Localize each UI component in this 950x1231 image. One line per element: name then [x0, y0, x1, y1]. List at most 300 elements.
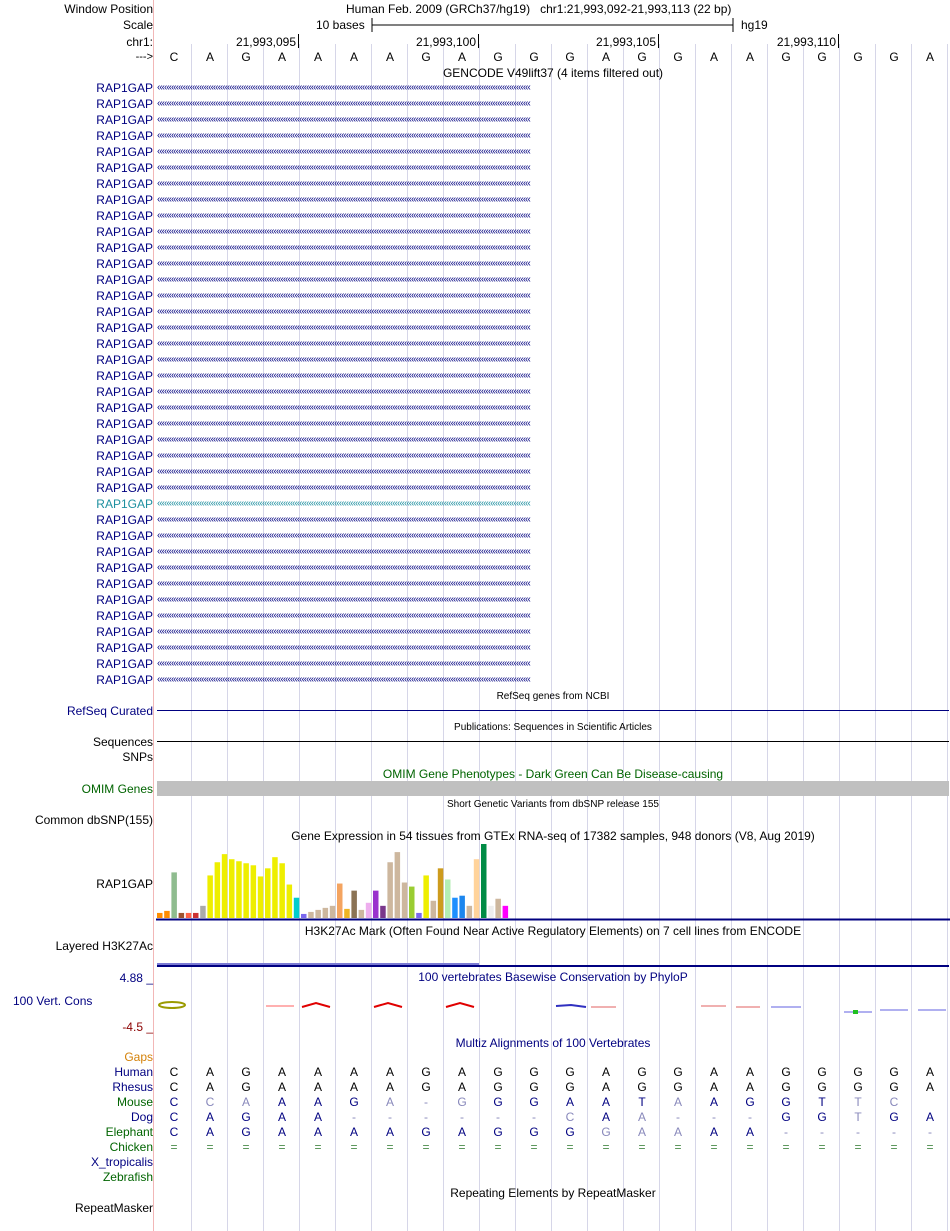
reference-base: C	[169, 50, 179, 64]
gencode-transcript[interactable]: ‹‹‹‹‹‹‹‹‹‹‹‹‹‹‹‹‹‹‹‹‹‹‹‹‹‹‹‹‹‹‹‹‹‹‹‹‹‹‹‹‹‹‹‹‹‹‹‹‹‹‹‹‹‹‹‹‹‹‹‹‹‹‹‹‹‹‹‹‹‹‹‹‹‹‹‹‹‹‹‹‹‹‹‹‹‹‹‹‹‹‹‹‹‹‹‹‹‹‹‹‹‹‹‹‹‹‹‹‹‹‹‹‹‹‹‹‹‹‹‹‹‹‹‹‹‹‹‹‹‹‹‹‹‹‹‹‹‹‹‹‹‹‹‹‹‹‹‹‹‹‹‹‹‹‹‹‹‹‹‹	[157, 626, 530, 637]
gencode-transcript[interactable]: ‹‹‹‹‹‹‹‹‹‹‹‹‹‹‹‹‹‹‹‹‹‹‹‹‹‹‹‹‹‹‹‹‹‹‹‹‹‹‹‹‹‹‹‹‹‹‹‹‹‹‹‹‹‹‹‹‹‹‹‹‹‹‹‹‹‹‹‹‹‹‹‹‹‹‹‹‹‹‹‹‹‹‹‹‹‹‹‹‹‹‹‹‹‹‹‹‹‹‹‹‹‹‹‹‹‹‹‹‹‹‹‹‹‹‹‹‹‹‹‹‹‹‹‹‹‹‹‹‹‹‹‹‹‹‹‹‹‹‹‹‹‹‹‹‹‹‹‹‹‹‹‹‹‹‹‹‹‹‹‹	[157, 546, 530, 557]
sequences-label[interactable]: Sequences	[92, 735, 153, 749]
gencode-transcript[interactable]: ‹‹‹‹‹‹‹‹‹‹‹‹‹‹‹‹‹‹‹‹‹‹‹‹‹‹‹‹‹‹‹‹‹‹‹‹‹‹‹‹‹‹‹‹‹‹‹‹‹‹‹‹‹‹‹‹‹‹‹‹‹‹‹‹‹‹‹‹‹‹‹‹‹‹‹‹‹‹‹‹‹‹‹‹‹‹‹‹‹‹‹‹‹‹‹‹‹‹‹‹‹‹‹‹‹‹‹‹‹‹‹‹‹‹‹‹‹‹‹‹‹‹‹‹‹‹‹‹‹‹‹‹‹‹‹‹‹‹‹‹‹‹‹‹‹‹‹‹‹‹‹‹‹‹‹‹‹‹‹‹	[157, 402, 530, 413]
gencode-transcript[interactable]: ‹‹‹‹‹‹‹‹‹‹‹‹‹‹‹‹‹‹‹‹‹‹‹‹‹‹‹‹‹‹‹‹‹‹‹‹‹‹‹‹‹‹‹‹‹‹‹‹‹‹‹‹‹‹‹‹‹‹‹‹‹‹‹‹‹‹‹‹‹‹‹‹‹‹‹‹‹‹‹‹‹‹‹‹‹‹‹‹‹‹‹‹‹‹‹‹‹‹‹‹‹‹‹‹‹‹‹‹‹‹‹‹‹‹‹‹‹‹‹‹‹‹‹‹‹‹‹‹‹‹‹‹‹‹‹‹‹‹‹‹‹‹‹‹‹‹‹‹‹‹‹‹‹‹‹‹‹‹‹‹	[157, 338, 530, 349]
reference-base: A	[745, 50, 754, 64]
aligned-base: =	[566, 1140, 574, 1154]
phylop-title: 100 vertebrates Basewise Conservation by PhyloP	[418, 970, 688, 984]
scale-label: Scale	[122, 18, 153, 32]
aligned-base: A	[709, 1095, 718, 1109]
refseq-label[interactable]: RefSeq Curated	[66, 704, 153, 718]
aligned-base: A	[709, 1080, 718, 1094]
gtex-tissue-bar[interactable]	[330, 906, 336, 918]
aligned-base: A	[709, 1125, 718, 1139]
gencode-transcript[interactable]: ‹‹‹‹‹‹‹‹‹‹‹‹‹‹‹‹‹‹‹‹‹‹‹‹‹‹‹‹‹‹‹‹‹‹‹‹‹‹‹‹‹‹‹‹‹‹‹‹‹‹‹‹‹‹‹‹‹‹‹‹‹‹‹‹‹‹‹‹‹‹‹‹‹‹‹‹‹‹‹‹‹‹‹‹‹‹‹‹‹‹‹‹‹‹‹‹‹‹‹‹‹‹‹‹‹‹‹‹‹‹‹‹‹‹‹‹‹‹‹‹‹‹‹‹‹‹‹‹‹‹‹‹‹‹‹‹‹‹‹‹‹‹‹‹‹‹‹‹‹‹‹‹‹‹‹‹‹‹‹‹	[157, 114, 530, 125]
gtex-tissue-bar[interactable]	[222, 854, 228, 918]
aligned-base: G	[889, 1110, 899, 1124]
gencode-gene-label[interactable]: RAP1GAP	[96, 401, 153, 415]
gencode-transcript[interactable]: ‹‹‹‹‹‹‹‹‹‹‹‹‹‹‹‹‹‹‹‹‹‹‹‹‹‹‹‹‹‹‹‹‹‹‹‹‹‹‹‹‹‹‹‹‹‹‹‹‹‹‹‹‹‹‹‹‹‹‹‹‹‹‹‹‹‹‹‹‹‹‹‹‹‹‹‹‹‹‹‹‹‹‹‹‹‹‹‹‹‹‹‹‹‹‹‹‹‹‹‹‹‹‹‹‹‹‹‹‹‹‹‹‹‹‹‹‹‹‹‹‹‹‹‹‹‹‹‹‹‹‹‹‹‹‹‹‹‹‹‹‹‹‹‹‹‹‹‹‹‹‹‹‹‹‹‹‹‹‹‹	[157, 418, 530, 429]
gencode-gene-label[interactable]: RAP1GAP	[96, 545, 153, 559]
aligned-base: G	[493, 1065, 503, 1079]
aligned-base: A	[313, 1110, 322, 1124]
gencode-transcript[interactable]: ‹‹‹‹‹‹‹‹‹‹‹‹‹‹‹‹‹‹‹‹‹‹‹‹‹‹‹‹‹‹‹‹‹‹‹‹‹‹‹‹‹‹‹‹‹‹‹‹‹‹‹‹‹‹‹‹‹‹‹‹‹‹‹‹‹‹‹‹‹‹‹‹‹‹‹‹‹‹‹‹‹‹‹‹‹‹‹‹‹‹‹‹‹‹‹‹‹‹‹‹‹‹‹‹‹‹‹‹‹‹‹‹‹‹‹‹‹‹‹‹‹‹‹‹‹‹‹‹‹‹‹‹‹‹‹‹‹‹‹‹‹‹‹‹‹‹‹‹‹‹‹‹‹‹‹‹‹‹‹‹	[157, 194, 530, 205]
gencode-gene-label[interactable]: RAP1GAP	[96, 529, 153, 543]
gencode-transcript[interactable]: ‹‹‹‹‹‹‹‹‹‹‹‹‹‹‹‹‹‹‹‹‹‹‹‹‹‹‹‹‹‹‹‹‹‹‹‹‹‹‹‹‹‹‹‹‹‹‹‹‹‹‹‹‹‹‹‹‹‹‹‹‹‹‹‹‹‹‹‹‹‹‹‹‹‹‹‹‹‹‹‹‹‹‹‹‹‹‹‹‹‹‹‹‹‹‹‹‹‹‹‹‹‹‹‹‹‹‹‹‹‹‹‹‹‹‹‹‹‹‹‹‹‹‹‹‹‹‹‹‹‹‹‹‹‹‹‹‹‹‹‹‹‹‹‹‹‹‹‹‹‹‹‹‹‹‹‹‹‹‹‹	[157, 274, 530, 285]
aligned-base: -	[424, 1110, 428, 1124]
aligned-base: =	[494, 1140, 502, 1154]
ruler-tick	[838, 34, 839, 48]
gtex-tissue-bar[interactable]	[294, 898, 300, 918]
aligned-base: G	[565, 1080, 575, 1094]
gtex-tissue-bar[interactable]	[409, 887, 415, 918]
gencode-title: GENCODE V49lift37 (4 items filtered out)	[442, 66, 664, 80]
aligned-base: G	[529, 1125, 539, 1139]
gtex-tissue-bar[interactable]	[179, 913, 185, 918]
repeat-label[interactable]: RepeatMasker	[74, 1201, 153, 1215]
reference-base: A	[601, 50, 610, 64]
aligned-base: G	[565, 1125, 575, 1139]
aligned-base: A	[277, 1065, 286, 1079]
aligned-base: A	[745, 1125, 754, 1139]
aligned-base: A	[241, 1095, 250, 1109]
species-label[interactable]: Rhesus	[112, 1080, 153, 1094]
pubs-title: Publications: Sequences in Scientific Articles	[454, 722, 652, 733]
ruler-tick-label: 21,993,110	[776, 35, 836, 49]
gencode-gene-label[interactable]: RAP1GAP	[96, 145, 153, 159]
aligned-base: G	[889, 1065, 899, 1079]
aligned-base: =	[746, 1140, 754, 1154]
aligned-base: G	[421, 1125, 431, 1139]
phylop-plot[interactable]	[156, 998, 950, 1018]
gtex-tissue-bar[interactable]	[387, 862, 393, 918]
gtex-tissue-bar[interactable]	[236, 861, 242, 918]
aligned-base: A	[925, 1080, 934, 1094]
aligned-base: -	[784, 1125, 788, 1139]
gencode-gene-label[interactable]: RAP1GAP	[96, 321, 153, 335]
aligned-base: C	[205, 1095, 215, 1109]
gtex-tissue-bar[interactable]	[503, 906, 509, 918]
omim-title: OMIM Gene Phenotypes - Dark Green Can Be Disease-causing	[382, 767, 724, 781]
reference-base: G	[421, 50, 431, 64]
aligned-base: A	[601, 1095, 610, 1109]
aligned-base: G	[817, 1065, 827, 1079]
reference-base: A	[925, 50, 934, 64]
gencode-transcript[interactable]: ‹‹‹‹‹‹‹‹‹‹‹‹‹‹‹‹‹‹‹‹‹‹‹‹‹‹‹‹‹‹‹‹‹‹‹‹‹‹‹‹‹‹‹‹‹‹‹‹‹‹‹‹‹‹‹‹‹‹‹‹‹‹‹‹‹‹‹‹‹‹‹‹‹‹‹‹‹‹‹‹‹‹‹‹‹‹‹‹‹‹‹‹‹‹‹‹‹‹‹‹‹‹‹‹‹‹‹‹‹‹‹‹‹‹‹‹‹‹‹‹‹‹‹‹‹‹‹‹‹‹‹‹‹‹‹‹‹‹‹‹‹‹‹‹‹‹‹‹‹‹‹‹‹‹‹‹‹‹‹‹	[157, 306, 530, 317]
aligned-base: T	[638, 1095, 646, 1109]
aligned-base: T	[854, 1095, 862, 1109]
gencode-gene-label[interactable]: RAP1GAP	[96, 561, 153, 575]
reference-base: A	[385, 50, 394, 64]
gtex-tissue-bar[interactable]	[445, 879, 451, 918]
aligned-base: G	[241, 1065, 251, 1079]
aligned-base: A	[601, 1065, 610, 1079]
gencode-transcript[interactable]: ‹‹‹‹‹‹‹‹‹‹‹‹‹‹‹‹‹‹‹‹‹‹‹‹‹‹‹‹‹‹‹‹‹‹‹‹‹‹‹‹‹‹‹‹‹‹‹‹‹‹‹‹‹‹‹‹‹‹‹‹‹‹‹‹‹‹‹‹‹‹‹‹‹‹‹‹‹‹‹‹‹‹‹‹‹‹‹‹‹‹‹‹‹‹‹‹‹‹‹‹‹‹‹‹‹‹‹‹‹‹‹‹‹‹‹‹‹‹‹‹‹‹‹‹‹‹‹‹‹‹‹‹‹‹‹‹‹‹‹‹‹‹‹‹‹‹‹‹‹‹‹‹‹‹‹‹‹‹‹‹	[157, 82, 530, 93]
species-label[interactable]: Human	[114, 1065, 153, 1079]
gtex-tissue-bar[interactable]	[215, 862, 221, 918]
aligned-base: =	[854, 1140, 862, 1154]
reference-base: G	[637, 50, 647, 64]
reference-base: G	[241, 50, 251, 64]
aligned-base: -	[388, 1110, 392, 1124]
aligned-base: A	[457, 1080, 466, 1094]
aligned-base: A	[205, 1110, 214, 1124]
gtex-tissue-bar[interactable]	[229, 859, 235, 918]
gencode-transcript[interactable]: ‹‹‹‹‹‹‹‹‹‹‹‹‹‹‹‹‹‹‹‹‹‹‹‹‹‹‹‹‹‹‹‹‹‹‹‹‹‹‹‹‹‹‹‹‹‹‹‹‹‹‹‹‹‹‹‹‹‹‹‹‹‹‹‹‹‹‹‹‹‹‹‹‹‹‹‹‹‹‹‹‹‹‹‹‹‹‹‹‹‹‹‹‹‹‹‹‹‹‹‹‹‹‹‹‹‹‹‹‹‹‹‹‹‹‹‹‹‹‹‹‹‹‹‹‹‹‹‹‹‹‹‹‹‹‹‹‹‹‹‹‹‹‹‹‹‹‹‹‹‹‹‹‹‹‹‹‹‹‹‹	[157, 674, 530, 685]
aligned-base: =	[818, 1140, 826, 1154]
gencode-transcript[interactable]: ‹‹‹‹‹‹‹‹‹‹‹‹‹‹‹‹‹‹‹‹‹‹‹‹‹‹‹‹‹‹‹‹‹‹‹‹‹‹‹‹‹‹‹‹‹‹‹‹‹‹‹‹‹‹‹‹‹‹‹‹‹‹‹‹‹‹‹‹‹‹‹‹‹‹‹‹‹‹‹‹‹‹‹‹‹‹‹‹‹‹‹‹‹‹‹‹‹‹‹‹‹‹‹‹‹‹‹‹‹‹‹‹‹‹‹‹‹‹‹‹‹‹‹‹‹‹‹‹‹‹‹‹‹‹‹‹‹‹‹‹‹‹‹‹‹‹‹‹‹‹‹‹‹‹‹‹‹‹‹‹	[157, 370, 530, 381]
ruler-tick-label: 21,993,095	[235, 35, 296, 49]
gtex-tissue-bar[interactable]	[373, 891, 379, 918]
aligned-base: G	[493, 1080, 503, 1094]
gencode-transcript[interactable]: ‹‹‹‹‹‹‹‹‹‹‹‹‹‹‹‹‹‹‹‹‹‹‹‹‹‹‹‹‹‹‹‹‹‹‹‹‹‹‹‹‹‹‹‹‹‹‹‹‹‹‹‹‹‹‹‹‹‹‹‹‹‹‹‹‹‹‹‹‹‹‹‹‹‹‹‹‹‹‹‹‹‹‹‹‹‹‹‹‹‹‹‹‹‹‹‹‹‹‹‹‹‹‹‹‹‹‹‹‹‹‹‹‹‹‹‹‹‹‹‹‹‹‹‹‹‹‹‹‹‹‹‹‹‹‹‹‹‹‹‹‹‹‹‹‹‹‹‹‹‹‹‹‹‹‹‹‹‹‹‹	[157, 178, 530, 189]
snps-label[interactable]: SNPs	[122, 750, 153, 764]
aligned-base: G	[637, 1065, 647, 1079]
strand-label: --->	[135, 51, 153, 63]
gtex-tissue-bar[interactable]	[279, 863, 285, 918]
aligned-base: G	[529, 1095, 539, 1109]
gtex-tissue-bar[interactable]	[344, 909, 350, 918]
gencode-transcript[interactable]: ‹‹‹‹‹‹‹‹‹‹‹‹‹‹‹‹‹‹‹‹‹‹‹‹‹‹‹‹‹‹‹‹‹‹‹‹‹‹‹‹‹‹‹‹‹‹‹‹‹‹‹‹‹‹‹‹‹‹‹‹‹‹‹‹‹‹‹‹‹‹‹‹‹‹‹‹‹‹‹‹‹‹‹‹‹‹‹‹‹‹‹‹‹‹‹‹‹‹‹‹‹‹‹‹‹‹‹‹‹‹‹‹‹‹‹‹‹‹‹‹‹‹‹‹‹‹‹‹‹‹‹‹‹‹‹‹‹‹‹‹‹‹‹‹‹‹‹‹‹‹‹‹‹‹‹‹‹‹‹‹	[157, 130, 530, 141]
scale-bar	[371, 16, 735, 34]
gaps-label[interactable]: Gaps	[124, 1050, 153, 1064]
refseq-title: RefSeq genes from NCBI	[496, 691, 610, 702]
gencode-transcript[interactable]: ‹‹‹‹‹‹‹‹‹‹‹‹‹‹‹‹‹‹‹‹‹‹‹‹‹‹‹‹‹‹‹‹‹‹‹‹‹‹‹‹‹‹‹‹‹‹‹‹‹‹‹‹‹‹‹‹‹‹‹‹‹‹‹‹‹‹‹‹‹‹‹‹‹‹‹‹‹‹‹‹‹‹‹‹‹‹‹‹‹‹‹‹‹‹‹‹‹‹‹‹‹‹‹‹‹‹‹‹‹‹‹‹‹‹‹‹‹‹‹‹‹‹‹‹‹‹‹‹‹‹‹‹‹‹‹‹‹‹‹‹‹‹‹‹‹‹‹‹‹‹‹‹‹‹‹‹‹‹‹‹	[157, 322, 530, 333]
aligned-base: G	[565, 1065, 575, 1079]
aligned-base: G	[853, 1080, 863, 1094]
aligned-base: G	[637, 1080, 647, 1094]
gtex-tissue-bar[interactable]	[359, 910, 365, 918]
gencode-gene-label[interactable]: RAP1GAP	[96, 417, 153, 431]
dbsnp-label[interactable]: Common dbSNP(155)	[34, 813, 153, 827]
gtex-tissue-bar[interactable]	[265, 868, 271, 918]
gtex-tissue-bar[interactable]	[272, 857, 278, 918]
aligned-base: -	[496, 1110, 500, 1124]
aligned-base: A	[637, 1125, 646, 1139]
gencode-transcript[interactable]: ‹‹‹‹‹‹‹‹‹‹‹‹‹‹‹‹‹‹‹‹‹‹‹‹‹‹‹‹‹‹‹‹‹‹‹‹‹‹‹‹‹‹‹‹‹‹‹‹‹‹‹‹‹‹‹‹‹‹‹‹‹‹‹‹‹‹‹‹‹‹‹‹‹‹‹‹‹‹‹‹‹‹‹‹‹‹‹‹‹‹‹‹‹‹‹‹‹‹‹‹‹‹‹‹‹‹‹‹‹‹‹‹‹‹‹‹‹‹‹‹‹‹‹‹‹‹‹‹‹‹‹‹‹‹‹‹‹‹‹‹‹‹‹‹‹‹‹‹‹‹‹‹‹‹‹‹‹‹‹‹	[157, 530, 530, 541]
aligned-base: G	[781, 1095, 791, 1109]
gtex-tissue-bar[interactable]	[164, 911, 170, 918]
multiz-title: Multiz Alignments of 100 Vertebrates	[455, 1036, 651, 1050]
aligned-base: =	[926, 1140, 934, 1154]
scale-text: 10 bases	[316, 18, 365, 32]
aligned-base: A	[349, 1080, 358, 1094]
gtex-tissue-bar[interactable]	[366, 903, 372, 918]
aligned-base: G	[817, 1080, 827, 1094]
aligned-base: A	[745, 1065, 754, 1079]
gtex-title: Gene Expression in 54 tissues from GTEx RNA-seq of 17382 samples, 948 donors (V8, Aug 2019)	[291, 829, 815, 843]
gtex-tissue-bar[interactable]	[337, 884, 343, 918]
aligned-base: A	[709, 1065, 718, 1079]
gencode-transcript[interactable]: ‹‹‹‹‹‹‹‹‹‹‹‹‹‹‹‹‹‹‹‹‹‹‹‹‹‹‹‹‹‹‹‹‹‹‹‹‹‹‹‹‹‹‹‹‹‹‹‹‹‹‹‹‹‹‹‹‹‹‹‹‹‹‹‹‹‹‹‹‹‹‹‹‹‹‹‹‹‹‹‹‹‹‹‹‹‹‹‹‹‹‹‹‹‹‹‹‹‹‹‹‹‹‹‹‹‹‹‹‹‹‹‹‹‹‹‹‹‹‹‹‹‹‹‹‹‹‹‹‹‹‹‹‹‹‹‹‹‹‹‹‹‹‹‹‹‹‹‹‹‹‹‹‹‹‹‹‹‹‹‹	[157, 146, 530, 157]
gencode-gene-label[interactable]: RAP1GAP	[96, 609, 153, 623]
reference-base: G	[673, 50, 683, 64]
gtex-tissue-bar[interactable]	[416, 913, 422, 918]
gencode-transcript[interactable]: ‹‹‹‹‹‹‹‹‹‹‹‹‹‹‹‹‹‹‹‹‹‹‹‹‹‹‹‹‹‹‹‹‹‹‹‹‹‹‹‹‹‹‹‹‹‹‹‹‹‹‹‹‹‹‹‹‹‹‹‹‹‹‹‹‹‹‹‹‹‹‹‹‹‹‹‹‹‹‹‹‹‹‹‹‹‹‹‹‹‹‹‹‹‹‹‹‹‹‹‹‹‹‹‹‹‹‹‹‹‹‹‹‹‹‹‹‹‹‹‹‹‹‹‹‹‹‹‹‹‹‹‹‹‹‹‹‹‹‹‹‹‹‹‹‹‹‹‹‹‹‹‹‹‹‹‹‹‹‹‹	[157, 498, 530, 509]
gencode-transcript[interactable]: ‹‹‹‹‹‹‹‹‹‹‹‹‹‹‹‹‹‹‹‹‹‹‹‹‹‹‹‹‹‹‹‹‹‹‹‹‹‹‹‹‹‹‹‹‹‹‹‹‹‹‹‹‹‹‹‹‹‹‹‹‹‹‹‹‹‹‹‹‹‹‹‹‹‹‹‹‹‹‹‹‹‹‹‹‹‹‹‹‹‹‹‹‹‹‹‹‹‹‹‹‹‹‹‹‹‹‹‹‹‹‹‹‹‹‹‹‹‹‹‹‹‹‹‹‹‹‹‹‹‹‹‹‹‹‹‹‹‹‹‹‹‹‹‹‹‹‹‹‹‹‹‹‹‹‹‹‹‹‹‹	[157, 578, 530, 589]
aligned-base: A	[385, 1080, 394, 1094]
gencode-gene-label[interactable]: RAP1GAP	[96, 241, 153, 255]
ruler-tick-label: 21,993,100	[415, 35, 476, 49]
gencode-gene-label[interactable]: RAP1GAP	[96, 625, 153, 639]
ruler-tick	[478, 34, 479, 48]
reference-base: G	[529, 50, 539, 64]
h3k27-label[interactable]: Layered H3K27Ac	[55, 939, 153, 953]
aligned-base: A	[313, 1065, 322, 1079]
refseq-gene-line[interactable]	[157, 710, 949, 711]
gtex-tissue-bar[interactable]	[171, 872, 177, 918]
reference-base: G	[493, 50, 503, 64]
gtex-tissue-bar[interactable]	[251, 865, 257, 918]
gtex-tissue-bar[interactable]	[452, 898, 458, 918]
aligned-base: A	[349, 1065, 358, 1079]
assembly-name: Human Feb. 2009 (GRCh37/hg19)	[346, 2, 531, 16]
gencode-transcript[interactable]: ‹‹‹‹‹‹‹‹‹‹‹‹‹‹‹‹‹‹‹‹‹‹‹‹‹‹‹‹‹‹‹‹‹‹‹‹‹‹‹‹‹‹‹‹‹‹‹‹‹‹‹‹‹‹‹‹‹‹‹‹‹‹‹‹‹‹‹‹‹‹‹‹‹‹‹‹‹‹‹‹‹‹‹‹‹‹‹‹‹‹‹‹‹‹‹‹‹‹‹‹‹‹‹‹‹‹‹‹‹‹‹‹‹‹‹‹‹‹‹‹‹‹‹‹‹‹‹‹‹‹‹‹‹‹‹‹‹‹‹‹‹‹‹‹‹‹‹‹‹‹‹‹‹‹‹‹‹‹‹‹	[157, 514, 530, 525]
aligned-base: -	[856, 1125, 860, 1139]
gencode-gene-label[interactable]: RAP1GAP	[96, 337, 153, 351]
gtex-tissue-bar[interactable]	[287, 885, 293, 918]
aligned-base: =	[242, 1140, 250, 1154]
species-label[interactable]: Zebrafish	[102, 1170, 153, 1184]
gtex-tissue-bar[interactable]	[459, 896, 465, 918]
aligned-base: C	[169, 1065, 179, 1079]
gencode-gene-label[interactable]: RAP1GAP	[96, 225, 153, 239]
gencode-gene-label[interactable]: RAP1GAP	[96, 593, 153, 607]
gencode-gene-label[interactable]: RAP1GAP	[96, 513, 153, 527]
aligned-base: G	[745, 1095, 755, 1109]
gtex-tissue-bar[interactable]	[323, 908, 329, 918]
db-label: hg19	[741, 18, 768, 32]
gencode-gene-label[interactable]: RAP1GAP	[96, 433, 153, 447]
aligned-base: G	[781, 1110, 791, 1124]
aligned-base: -	[352, 1110, 356, 1124]
gtex-tissue-bar[interactable]	[474, 859, 480, 918]
gtex-tissue-bar[interactable]	[495, 899, 501, 918]
omim-gene-bar[interactable]	[157, 781, 949, 796]
gencode-transcript[interactable]: ‹‹‹‹‹‹‹‹‹‹‹‹‹‹‹‹‹‹‹‹‹‹‹‹‹‹‹‹‹‹‹‹‹‹‹‹‹‹‹‹‹‹‹‹‹‹‹‹‹‹‹‹‹‹‹‹‹‹‹‹‹‹‹‹‹‹‹‹‹‹‹‹‹‹‹‹‹‹‹‹‹‹‹‹‹‹‹‹‹‹‹‹‹‹‹‹‹‹‹‹‹‹‹‹‹‹‹‹‹‹‹‹‹‹‹‹‹‹‹‹‹‹‹‹‹‹‹‹‹‹‹‹‹‹‹‹‹‹‹‹‹‹‹‹‹‹‹‹‹‹‹‹‹‹‹‹‹‹‹‹	[157, 386, 530, 397]
aligned-base: A	[349, 1125, 358, 1139]
gencode-transcript[interactable]: ‹‹‹‹‹‹‹‹‹‹‹‹‹‹‹‹‹‹‹‹‹‹‹‹‹‹‹‹‹‹‹‹‹‹‹‹‹‹‹‹‹‹‹‹‹‹‹‹‹‹‹‹‹‹‹‹‹‹‹‹‹‹‹‹‹‹‹‹‹‹‹‹‹‹‹‹‹‹‹‹‹‹‹‹‹‹‹‹‹‹‹‹‹‹‹‹‹‹‹‹‹‹‹‹‹‹‹‹‹‹‹‹‹‹‹‹‹‹‹‹‹‹‹‹‹‹‹‹‹‹‹‹‹‹‹‹‹‹‹‹‹‹‹‹‹‹‹‹‹‹‹‹‹‹‹‹‹‹‹‹	[157, 562, 530, 573]
gencode-transcript[interactable]: ‹‹‹‹‹‹‹‹‹‹‹‹‹‹‹‹‹‹‹‹‹‹‹‹‹‹‹‹‹‹‹‹‹‹‹‹‹‹‹‹‹‹‹‹‹‹‹‹‹‹‹‹‹‹‹‹‹‹‹‹‹‹‹‹‹‹‹‹‹‹‹‹‹‹‹‹‹‹‹‹‹‹‹‹‹‹‹‹‹‹‹‹‹‹‹‹‹‹‹‹‹‹‹‹‹‹‹‹‹‹‹‹‹‹‹‹‹‹‹‹‹‹‹‹‹‹‹‹‹‹‹‹‹‹‹‹‹‹‹‹‹‹‹‹‹‹‹‹‹‹‹‹‹‹‹‹‹‹‹‹	[157, 642, 530, 653]
gencode-gene-label[interactable]: RAP1GAP	[96, 257, 153, 271]
h3k27-signal-line	[157, 965, 949, 967]
gtex-tissue-bar[interactable]	[431, 901, 437, 918]
gencode-gene-label[interactable]: RAP1GAP	[96, 497, 153, 511]
aligned-base: =	[890, 1140, 898, 1154]
h3k27-title: H3K27Ac Mark (Often Found Near Active Regulatory Elements) on 7 cell lines from ENCODE	[304, 924, 802, 938]
aligned-base: -	[424, 1095, 428, 1109]
ruler-tick-label: 21,993,105	[595, 35, 656, 49]
aligned-base: G	[493, 1095, 503, 1109]
gencode-transcript[interactable]: ‹‹‹‹‹‹‹‹‹‹‹‹‹‹‹‹‹‹‹‹‹‹‹‹‹‹‹‹‹‹‹‹‹‹‹‹‹‹‹‹‹‹‹‹‹‹‹‹‹‹‹‹‹‹‹‹‹‹‹‹‹‹‹‹‹‹‹‹‹‹‹‹‹‹‹‹‹‹‹‹‹‹‹‹‹‹‹‹‹‹‹‹‹‹‹‹‹‹‹‹‹‹‹‹‹‹‹‹‹‹‹‹‹‹‹‹‹‹‹‹‹‹‹‹‹‹‹‹‹‹‹‹‹‹‹‹‹‹‹‹‹‹‹‹‹‹‹‹‹‹‹‹‹‹‹‹‹‹‹‹	[157, 466, 530, 477]
reference-base: G	[853, 50, 863, 64]
aligned-base: C	[565, 1110, 575, 1124]
aligned-base: A	[313, 1080, 322, 1094]
aligned-base: -	[928, 1125, 932, 1139]
gtex-tissue-bar[interactable]	[186, 913, 192, 918]
aligned-base: A	[457, 1065, 466, 1079]
gtex-tissue-bar[interactable]	[193, 913, 199, 918]
gencode-transcript[interactable]: ‹‹‹‹‹‹‹‹‹‹‹‹‹‹‹‹‹‹‹‹‹‹‹‹‹‹‹‹‹‹‹‹‹‹‹‹‹‹‹‹‹‹‹‹‹‹‹‹‹‹‹‹‹‹‹‹‹‹‹‹‹‹‹‹‹‹‹‹‹‹‹‹‹‹‹‹‹‹‹‹‹‹‹‹‹‹‹‹‹‹‹‹‹‹‹‹‹‹‹‹‹‹‹‹‹‹‹‹‹‹‹‹‹‹‹‹‹‹‹‹‹‹‹‹‹‹‹‹‹‹‹‹‹‹‹‹‹‹‹‹‹‹‹‹‹‹‹‹‹‹‹‹‹‹‹‹‹‹‹‹	[157, 210, 530, 221]
gencode-gene-label[interactable]: RAP1GAP	[96, 97, 153, 111]
aligned-base: A	[313, 1095, 322, 1109]
gencode-transcript[interactable]: ‹‹‹‹‹‹‹‹‹‹‹‹‹‹‹‹‹‹‹‹‹‹‹‹‹‹‹‹‹‹‹‹‹‹‹‹‹‹‹‹‹‹‹‹‹‹‹‹‹‹‹‹‹‹‹‹‹‹‹‹‹‹‹‹‹‹‹‹‹‹‹‹‹‹‹‹‹‹‹‹‹‹‹‹‹‹‹‹‹‹‹‹‹‹‹‹‹‹‹‹‹‹‹‹‹‹‹‹‹‹‹‹‹‹‹‹‹‹‹‹‹‹‹‹‹‹‹‹‹‹‹‹‹‹‹‹‹‹‹‹‹‹‹‹‹‹‹‹‹‹‹‹‹‹‹‹‹‹‹‹	[157, 450, 530, 461]
gencode-transcript[interactable]: ‹‹‹‹‹‹‹‹‹‹‹‹‹‹‹‹‹‹‹‹‹‹‹‹‹‹‹‹‹‹‹‹‹‹‹‹‹‹‹‹‹‹‹‹‹‹‹‹‹‹‹‹‹‹‹‹‹‹‹‹‹‹‹‹‹‹‹‹‹‹‹‹‹‹‹‹‹‹‹‹‹‹‹‹‹‹‹‹‹‹‹‹‹‹‹‹‹‹‹‹‹‹‹‹‹‹‹‹‹‹‹‹‹‹‹‹‹‹‹‹‹‹‹‹‹‹‹‹‹‹‹‹‹‹‹‹‹‹‹‹‹‹‹‹‹‹‹‹‹‹‹‹‹‹‹‹‹‹‹‹	[157, 226, 530, 237]
gencode-transcript[interactable]: ‹‹‹‹‹‹‹‹‹‹‹‹‹‹‹‹‹‹‹‹‹‹‹‹‹‹‹‹‹‹‹‹‹‹‹‹‹‹‹‹‹‹‹‹‹‹‹‹‹‹‹‹‹‹‹‹‹‹‹‹‹‹‹‹‹‹‹‹‹‹‹‹‹‹‹‹‹‹‹‹‹‹‹‹‹‹‹‹‹‹‹‹‹‹‹‹‹‹‹‹‹‹‹‹‹‹‹‹‹‹‹‹‹‹‹‹‹‹‹‹‹‹‹‹‹‹‹‹‹‹‹‹‹‹‹‹‹‹‹‹‹‹‹‹‹‹‹‹‹‹‹‹‹‹‹‹‹‹‹‹	[157, 594, 530, 605]
aligned-base: -	[676, 1110, 680, 1124]
aligned-base: A	[277, 1110, 286, 1124]
gencode-transcript[interactable]: ‹‹‹‹‹‹‹‹‹‹‹‹‹‹‹‹‹‹‹‹‹‹‹‹‹‹‹‹‹‹‹‹‹‹‹‹‹‹‹‹‹‹‹‹‹‹‹‹‹‹‹‹‹‹‹‹‹‹‹‹‹‹‹‹‹‹‹‹‹‹‹‹‹‹‹‹‹‹‹‹‹‹‹‹‹‹‹‹‹‹‹‹‹‹‹‹‹‹‹‹‹‹‹‹‹‹‹‹‹‹‹‹‹‹‹‹‹‹‹‹‹‹‹‹‹‹‹‹‹‹‹‹‹‹‹‹‹‹‹‹‹‹‹‹‹‹‹‹‹‹‹‹‹‹‹‹‹‹‹‹	[157, 258, 530, 269]
gencode-gene-label[interactable]: RAP1GAP	[96, 641, 153, 655]
aligned-base: G	[781, 1080, 791, 1094]
sequences-line[interactable]	[157, 741, 949, 742]
gencode-transcript[interactable]: ‹‹‹‹‹‹‹‹‹‹‹‹‹‹‹‹‹‹‹‹‹‹‹‹‹‹‹‹‹‹‹‹‹‹‹‹‹‹‹‹‹‹‹‹‹‹‹‹‹‹‹‹‹‹‹‹‹‹‹‹‹‹‹‹‹‹‹‹‹‹‹‹‹‹‹‹‹‹‹‹‹‹‹‹‹‹‹‹‹‹‹‹‹‹‹‹‹‹‹‹‹‹‹‹‹‹‹‹‹‹‹‹‹‹‹‹‹‹‹‹‹‹‹‹‹‹‹‹‹‹‹‹‹‹‹‹‹‹‹‹‹‹‹‹‹‹‹‹‹‹‹‹‹‹‹‹‹‹‹‹	[157, 162, 530, 173]
gencode-gene-label[interactable]: RAP1GAP	[96, 161, 153, 175]
gtex-chart[interactable]	[156, 843, 950, 923]
gencode-gene-label[interactable]: RAP1GAP	[96, 673, 153, 687]
gencode-gene-label[interactable]: RAP1GAP	[96, 193, 153, 207]
reference-base: A	[457, 50, 466, 64]
aligned-base: =	[350, 1140, 358, 1154]
reference-base: G	[781, 50, 791, 64]
aligned-base: G	[601, 1125, 611, 1139]
gtex-tissue-bar[interactable]	[207, 875, 213, 918]
aligned-base: G	[241, 1080, 251, 1094]
aligned-base: G	[421, 1065, 431, 1079]
aligned-base: A	[601, 1080, 610, 1094]
gtex-tissue-bar[interactable]	[258, 876, 264, 918]
gencode-transcript[interactable]: ‹‹‹‹‹‹‹‹‹‹‹‹‹‹‹‹‹‹‹‹‹‹‹‹‹‹‹‹‹‹‹‹‹‹‹‹‹‹‹‹‹‹‹‹‹‹‹‹‹‹‹‹‹‹‹‹‹‹‹‹‹‹‹‹‹‹‹‹‹‹‹‹‹‹‹‹‹‹‹‹‹‹‹‹‹‹‹‹‹‹‹‹‹‹‹‹‹‹‹‹‹‹‹‹‹‹‹‹‹‹‹‹‹‹‹‹‹‹‹‹‹‹‹‹‹‹‹‹‹‹‹‹‹‹‹‹‹‹‹‹‹‹‹‹‹‹‹‹‹‹‹‹‹‹‹‹‹‹‹‹	[157, 354, 530, 365]
chrom-label: chr1:	[126, 35, 153, 49]
gencode-gene-label[interactable]: RAP1GAP	[96, 113, 153, 127]
gtex-tissue-bar[interactable]	[395, 852, 401, 918]
aligned-base: -	[748, 1110, 752, 1124]
aligned-base: G	[673, 1065, 683, 1079]
aligned-base: A	[673, 1125, 682, 1139]
gtex-tissue-bar[interactable]	[402, 883, 408, 918]
aligned-base: G	[853, 1065, 863, 1079]
gtex-tissue-bar[interactable]	[488, 906, 494, 918]
gtex-tissue-bar[interactable]	[315, 910, 321, 918]
aligned-base: C	[169, 1095, 179, 1109]
gencode-gene-label[interactable]: RAP1GAP	[96, 481, 153, 495]
aligned-base: T	[854, 1110, 862, 1124]
gencode-transcript[interactable]: ‹‹‹‹‹‹‹‹‹‹‹‹‹‹‹‹‹‹‹‹‹‹‹‹‹‹‹‹‹‹‹‹‹‹‹‹‹‹‹‹‹‹‹‹‹‹‹‹‹‹‹‹‹‹‹‹‹‹‹‹‹‹‹‹‹‹‹‹‹‹‹‹‹‹‹‹‹‹‹‹‹‹‹‹‹‹‹‹‹‹‹‹‹‹‹‹‹‹‹‹‹‹‹‹‹‹‹‹‹‹‹‹‹‹‹‹‹‹‹‹‹‹‹‹‹‹‹‹‹‹‹‹‹‹‹‹‹‹‹‹‹‹‹‹‹‹‹‹‹‹‹‹‹‹‹‹‹‹‹‹	[157, 434, 530, 445]
aligned-base: A	[277, 1095, 286, 1109]
gencode-gene-label[interactable]: RAP1GAP	[96, 209, 153, 223]
repeat-title: Repeating Elements by RepeatMasker	[450, 1186, 656, 1200]
gencode-transcript[interactable]: ‹‹‹‹‹‹‹‹‹‹‹‹‹‹‹‹‹‹‹‹‹‹‹‹‹‹‹‹‹‹‹‹‹‹‹‹‹‹‹‹‹‹‹‹‹‹‹‹‹‹‹‹‹‹‹‹‹‹‹‹‹‹‹‹‹‹‹‹‹‹‹‹‹‹‹‹‹‹‹‹‹‹‹‹‹‹‹‹‹‹‹‹‹‹‹‹‹‹‹‹‹‹‹‹‹‹‹‹‹‹‹‹‹‹‹‹‹‹‹‹‹‹‹‹‹‹‹‹‹‹‹‹‹‹‹‹‹‹‹‹‹‹‹‹‹‹‹‹‹‹‹‹‹‹‹‹‹‹‹‹	[157, 482, 530, 493]
gencode-gene-label[interactable]: RAP1GAP	[96, 273, 153, 287]
label-separator	[153, 0, 154, 1231]
gencode-gene-label[interactable]: RAP1GAP	[96, 353, 153, 367]
gencode-gene-label[interactable]: RAP1GAP	[96, 449, 153, 463]
species-label[interactable]: Elephant	[105, 1125, 153, 1139]
gtex-tissue-bar[interactable]	[380, 906, 386, 918]
aligned-base: G	[421, 1080, 431, 1094]
gencode-transcript[interactable]: ‹‹‹‹‹‹‹‹‹‹‹‹‹‹‹‹‹‹‹‹‹‹‹‹‹‹‹‹‹‹‹‹‹‹‹‹‹‹‹‹‹‹‹‹‹‹‹‹‹‹‹‹‹‹‹‹‹‹‹‹‹‹‹‹‹‹‹‹‹‹‹‹‹‹‹‹‹‹‹‹‹‹‹‹‹‹‹‹‹‹‹‹‹‹‹‹‹‹‹‹‹‹‹‹‹‹‹‹‹‹‹‹‹‹‹‹‹‹‹‹‹‹‹‹‹‹‹‹‹‹‹‹‹‹‹‹‹‹‹‹‹‹‹‹‹‹‹‹‹‹‹‹‹‹‹‹‹‹‹‹	[157, 98, 530, 109]
aligned-base: A	[925, 1110, 934, 1124]
aligned-base: A	[601, 1110, 610, 1124]
aligned-base: G	[493, 1125, 503, 1139]
gtex-tissue-bar[interactable]	[351, 891, 357, 918]
aligned-base: =	[530, 1140, 538, 1154]
aligned-base: G	[241, 1125, 251, 1139]
gencode-gene-label[interactable]: RAP1GAP	[96, 177, 153, 191]
gencode-transcript[interactable]: ‹‹‹‹‹‹‹‹‹‹‹‹‹‹‹‹‹‹‹‹‹‹‹‹‹‹‹‹‹‹‹‹‹‹‹‹‹‹‹‹‹‹‹‹‹‹‹‹‹‹‹‹‹‹‹‹‹‹‹‹‹‹‹‹‹‹‹‹‹‹‹‹‹‹‹‹‹‹‹‹‹‹‹‹‹‹‹‹‹‹‹‹‹‹‹‹‹‹‹‹‹‹‹‹‹‹‹‹‹‹‹‹‹‹‹‹‹‹‹‹‹‹‹‹‹‹‹‹‹‹‹‹‹‹‹‹‹‹‹‹‹‹‹‹‹‹‹‹‹‹‹‹‹‹‹‹‹‹‹‹	[157, 242, 530, 253]
gencode-transcript[interactable]: ‹‹‹‹‹‹‹‹‹‹‹‹‹‹‹‹‹‹‹‹‹‹‹‹‹‹‹‹‹‹‹‹‹‹‹‹‹‹‹‹‹‹‹‹‹‹‹‹‹‹‹‹‹‹‹‹‹‹‹‹‹‹‹‹‹‹‹‹‹‹‹‹‹‹‹‹‹‹‹‹‹‹‹‹‹‹‹‹‹‹‹‹‹‹‹‹‹‹‹‹‹‹‹‹‹‹‹‹‹‹‹‹‹‹‹‹‹‹‹‹‹‹‹‹‹‹‹‹‹‹‹‹‹‹‹‹‹‹‹‹‹‹‹‹‹‹‹‹‹‹‹‹‹‹‹‹‹‹‹‹	[157, 290, 530, 301]
aligned-base: A	[277, 1125, 286, 1139]
aligned-base: A	[385, 1095, 394, 1109]
gencode-transcript[interactable]: ‹‹‹‹‹‹‹‹‹‹‹‹‹‹‹‹‹‹‹‹‹‹‹‹‹‹‹‹‹‹‹‹‹‹‹‹‹‹‹‹‹‹‹‹‹‹‹‹‹‹‹‹‹‹‹‹‹‹‹‹‹‹‹‹‹‹‹‹‹‹‹‹‹‹‹‹‹‹‹‹‹‹‹‹‹‹‹‹‹‹‹‹‹‹‹‹‹‹‹‹‹‹‹‹‹‹‹‹‹‹‹‹‹‹‹‹‹‹‹‹‹‹‹‹‹‹‹‹‹‹‹‹‹‹‹‹‹‹‹‹‹‹‹‹‹‹‹‹‹‹‹‹‹‹‹‹‹‹‹‹	[157, 658, 530, 669]
gtex-tissue-bar[interactable]	[157, 913, 163, 918]
gencode-gene-label[interactable]: RAP1GAP	[96, 289, 153, 303]
gencode-gene-label[interactable]: RAP1GAP	[96, 305, 153, 319]
species-label[interactable]: Dog	[130, 1110, 153, 1124]
aligned-base: -	[892, 1125, 896, 1139]
dbsnp-title: Short Genetic Variants from dbSNP release 155	[447, 799, 659, 810]
aligned-base: =	[638, 1140, 646, 1154]
reference-base: G	[565, 50, 575, 64]
aligned-base: A	[673, 1095, 682, 1109]
gtex-label[interactable]: RAP1GAP	[96, 877, 153, 891]
gtex-tissue-bar[interactable]	[308, 912, 314, 918]
aligned-base: A	[925, 1065, 934, 1079]
species-label[interactable]: X_tropicalis	[90, 1155, 153, 1169]
aligned-base: A	[205, 1080, 214, 1094]
gtex-tissue-bar[interactable]	[438, 868, 444, 918]
gtex-tissue-bar[interactable]	[243, 863, 249, 918]
gtex-tissue-bar[interactable]	[423, 875, 429, 918]
aligned-base: G	[529, 1065, 539, 1079]
phylop-max: 4.88 _	[119, 971, 153, 985]
gencode-gene-label[interactable]: RAP1GAP	[96, 81, 153, 95]
phylop-label[interactable]: 100 Vert. Cons	[13, 994, 93, 1008]
gencode-gene-label[interactable]: RAP1GAP	[96, 385, 153, 399]
gtex-tissue-bar[interactable]	[301, 914, 307, 918]
window-position-label: Window Position	[64, 2, 153, 16]
species-label[interactable]: Chicken	[109, 1140, 153, 1154]
aligned-base: C	[169, 1080, 179, 1094]
aligned-base: A	[205, 1065, 214, 1079]
gtex-tissue-bar[interactable]	[200, 906, 206, 918]
position-readout: chr1:21,993,092-21,993,113 (22 bp)	[540, 2, 732, 16]
aligned-base: G	[889, 1080, 899, 1094]
gencode-gene-label[interactable]: RAP1GAP	[96, 369, 153, 383]
gencode-gene-label[interactable]: RAP1GAP	[96, 465, 153, 479]
species-label[interactable]: Mouse	[116, 1095, 153, 1109]
aligned-base: G	[529, 1080, 539, 1094]
gencode-gene-label[interactable]: RAP1GAP	[96, 129, 153, 143]
reference-base: A	[313, 50, 322, 64]
aligned-base: G	[817, 1110, 827, 1124]
aligned-base: C	[169, 1125, 179, 1139]
aligned-base: G	[781, 1065, 791, 1079]
aligned-base: =	[674, 1140, 682, 1154]
aligned-base: =	[278, 1140, 286, 1154]
aligned-base: A	[205, 1125, 214, 1139]
aligned-base: =	[782, 1140, 790, 1154]
gencode-gene-label[interactable]: RAP1GAP	[96, 577, 153, 591]
gtex-tissue-bar[interactable]	[467, 906, 473, 918]
reference-base: A	[349, 50, 358, 64]
gencode-transcript[interactable]: ‹‹‹‹‹‹‹‹‹‹‹‹‹‹‹‹‹‹‹‹‹‹‹‹‹‹‹‹‹‹‹‹‹‹‹‹‹‹‹‹‹‹‹‹‹‹‹‹‹‹‹‹‹‹‹‹‹‹‹‹‹‹‹‹‹‹‹‹‹‹‹‹‹‹‹‹‹‹‹‹‹‹‹‹‹‹‹‹‹‹‹‹‹‹‹‹‹‹‹‹‹‹‹‹‹‹‹‹‹‹‹‹‹‹‹‹‹‹‹‹‹‹‹‹‹‹‹‹‹‹‹‹‹‹‹‹‹‹‹‹‹‹‹‹‹‹‹‹‹‹‹‹‹‹‹‹‹‹‹‹	[157, 610, 530, 621]
aligned-base: G	[349, 1095, 359, 1109]
reference-base: G	[817, 50, 827, 64]
h3k27-signal-highlight	[157, 963, 479, 965]
gtex-tissue-bar[interactable]	[481, 844, 487, 918]
omim-label[interactable]: OMIM Genes	[81, 782, 153, 796]
gencode-gene-label[interactable]: RAP1GAP	[96, 657, 153, 671]
